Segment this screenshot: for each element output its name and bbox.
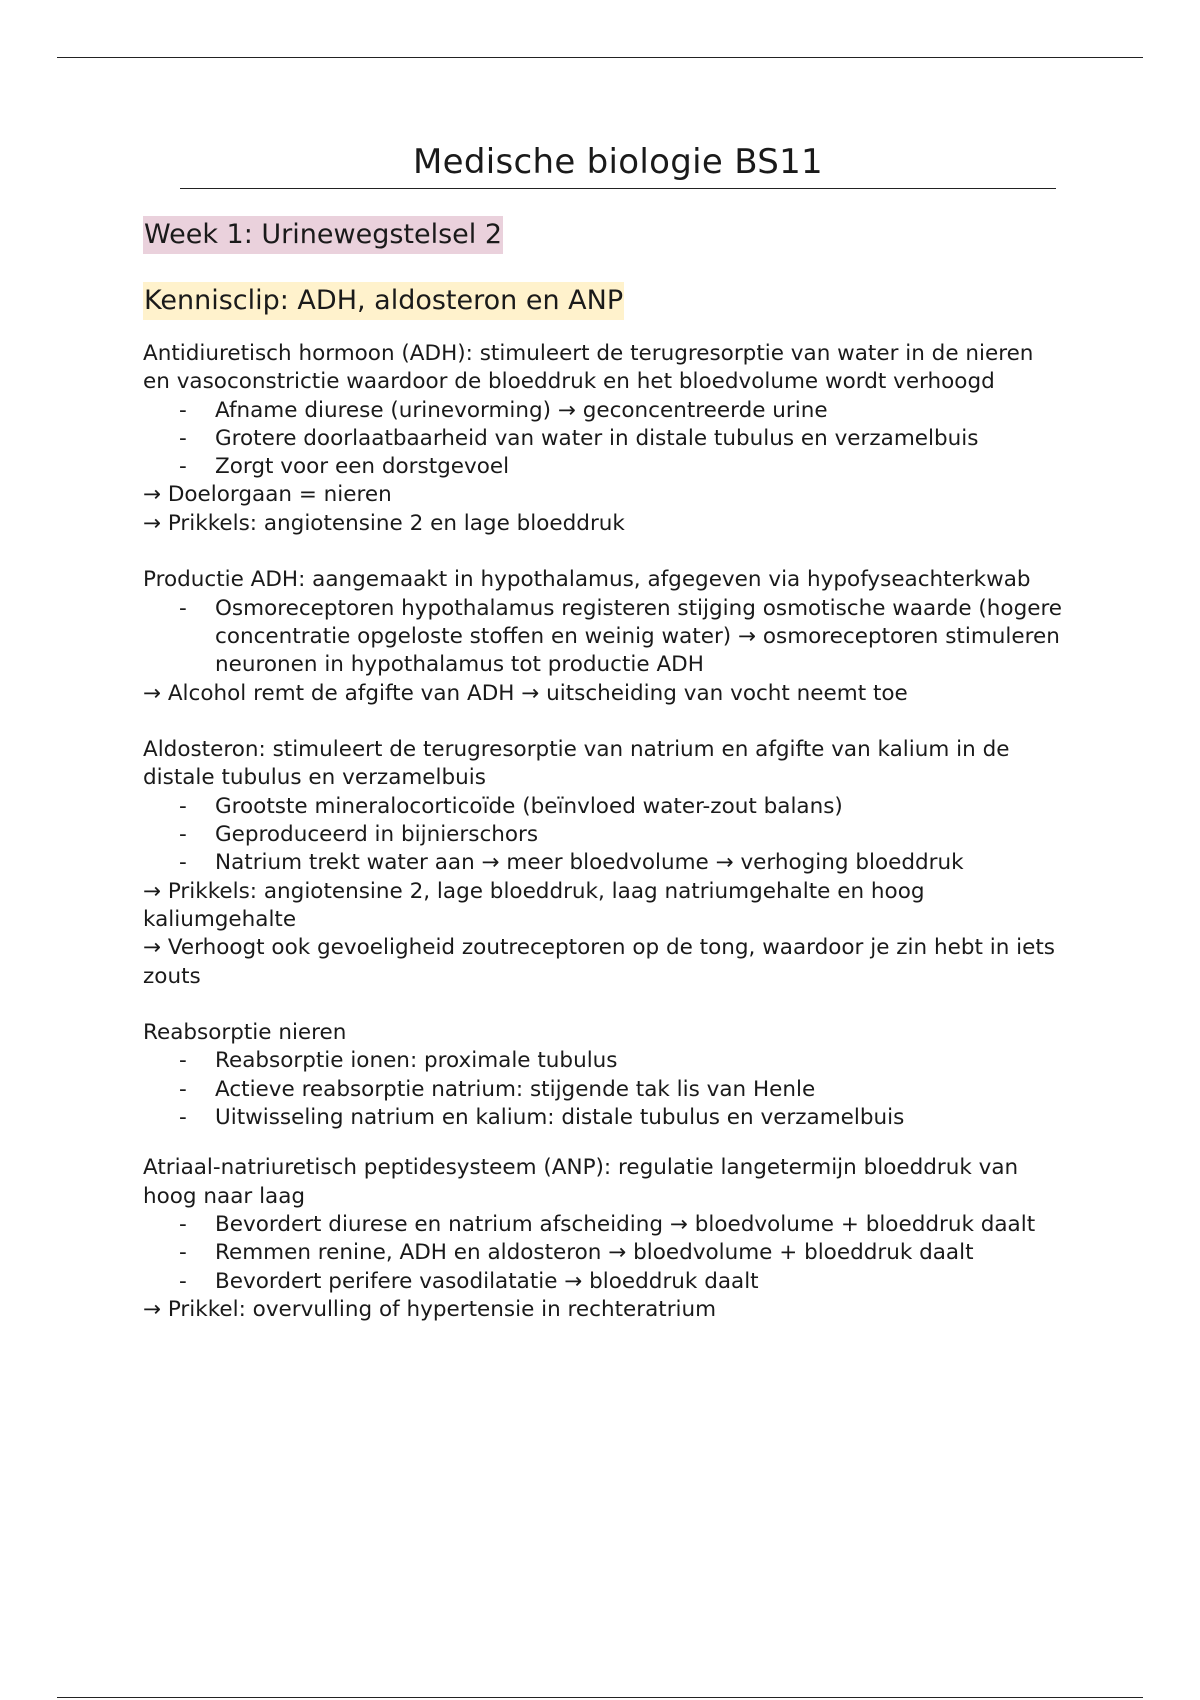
- list-item: - Uitwisseling natrium en kalium: distale tubulus en verzamelbuis: [143, 1104, 1063, 1132]
- aldosterone-section: [143, 736, 1063, 991]
- list-item: - Natrium trekt water aan → meer bloedvolume → verhoging bloeddruk: [143, 849, 1063, 877]
- anp-stimulus: → Prikkel: overvulling of hypertensie in rechteratrium: [143, 1296, 717, 1322]
- document-body: [143, 216, 1063, 1324]
- footer-rule: [57, 1697, 1143, 1698]
- aldosterone-stimuli: → Prikkels: angiotensine 2, lage bloeddruk, laag natriumgehalte en hoog kaliumgehalte: [143, 878, 925, 932]
- reabsorption-section: [143, 1019, 1063, 1132]
- header-rule: [57, 57, 1143, 58]
- anp-bullet-list: [143, 1211, 1063, 1296]
- reabsorption-bullet-list: [143, 1047, 1063, 1132]
- adh-target-organ: → Doelorgaan = nieren: [143, 482, 392, 508]
- alcohol-note: → Alcohol remt de afgifte van ADH → uitscheiding van vocht neemt toe: [143, 680, 908, 706]
- adh-stimuli: → Prikkels: angiotensine 2 en lage bloeddruk: [143, 510, 625, 536]
- production-intro: Productie ADH: aangemaakt in hypothalamus, afgegeven via hypofyseachterkwab: [143, 567, 1031, 593]
- aldosterone-bullet-list: [143, 793, 1063, 878]
- title-underline: [180, 188, 1056, 189]
- reabsorption-intro: Reabsorptie nieren: [143, 1020, 347, 1046]
- week-heading: Week 1: Urinewegstelsel 2: [143, 216, 503, 254]
- adh-bullet-list: [143, 397, 1063, 482]
- clip-heading: Kennisclip: ADH, aldosteron en ANP: [143, 282, 624, 320]
- list-item: - Zorgt voor een dorstgevoel: [143, 453, 1063, 481]
- adh-section: [143, 340, 1063, 538]
- document-title: Medische biologie BS11: [413, 142, 823, 182]
- list-item: - Geproduceerd in bijnierschors: [143, 821, 1063, 849]
- list-item: - Bevordert perifere vasodilatatie → bloeddruk daalt: [143, 1268, 1063, 1296]
- adh-intro: Antidiuretisch hormoon (ADH): stimuleert de terugresorptie van water in de nieren en vasoconstrictie waardoor de bloeddruk en het bloedvolume wordt verhoogd: [143, 341, 1034, 395]
- aldosterone-salt-note: → Verhoogt ook gevoeligheid zoutreceptoren op de tong, waardoor je zin hebt in iets zouts: [143, 935, 1056, 989]
- list-item: - Reabsorptie ionen: proximale tubulus: [143, 1047, 1063, 1075]
- list-item: - Grotere doorlaatbaarheid van water in distale tubulus en verzamelbuis: [143, 425, 1063, 453]
- list-item: - Osmoreceptoren hypothalamus registeren stijging osmotische waarde (hogere concentratie opgeloste stoffen en weinig water) → osmoreceptoren stimuleren neuronen in hypothalamus tot productie ADH: [143, 595, 1063, 680]
- aldosterone-intro: Aldosteron: stimuleert de terugresorptie van natrium en afgifte van kalium in de distale tubulus en verzamelbuis: [143, 737, 1010, 791]
- anp-intro: Atriaal-natriuretisch peptidesysteem (ANP): regulatie langetermijn bloeddruk van hoog naar laag: [143, 1155, 1019, 1209]
- list-item: - Remmen renine, ADH en aldosteron → bloedvolume + bloeddruk daalt: [143, 1239, 1063, 1267]
- adh-production-section: [143, 566, 1063, 707]
- list-item: - Bevordert diurese en natrium afscheiding → bloedvolume + bloeddruk daalt: [143, 1211, 1063, 1239]
- production-bullet-list: [143, 595, 1063, 680]
- list-item: - Actieve reabsorptie natrium: stijgende tak lis van Henle: [143, 1076, 1063, 1104]
- list-item: - Afname diurese (urinevorming) → geconcentreerde urine: [143, 397, 1063, 425]
- list-item: - Grootste mineralocorticoïde (beïnvloed water-zout balans): [143, 793, 1063, 821]
- anp-section: [143, 1154, 1063, 1324]
